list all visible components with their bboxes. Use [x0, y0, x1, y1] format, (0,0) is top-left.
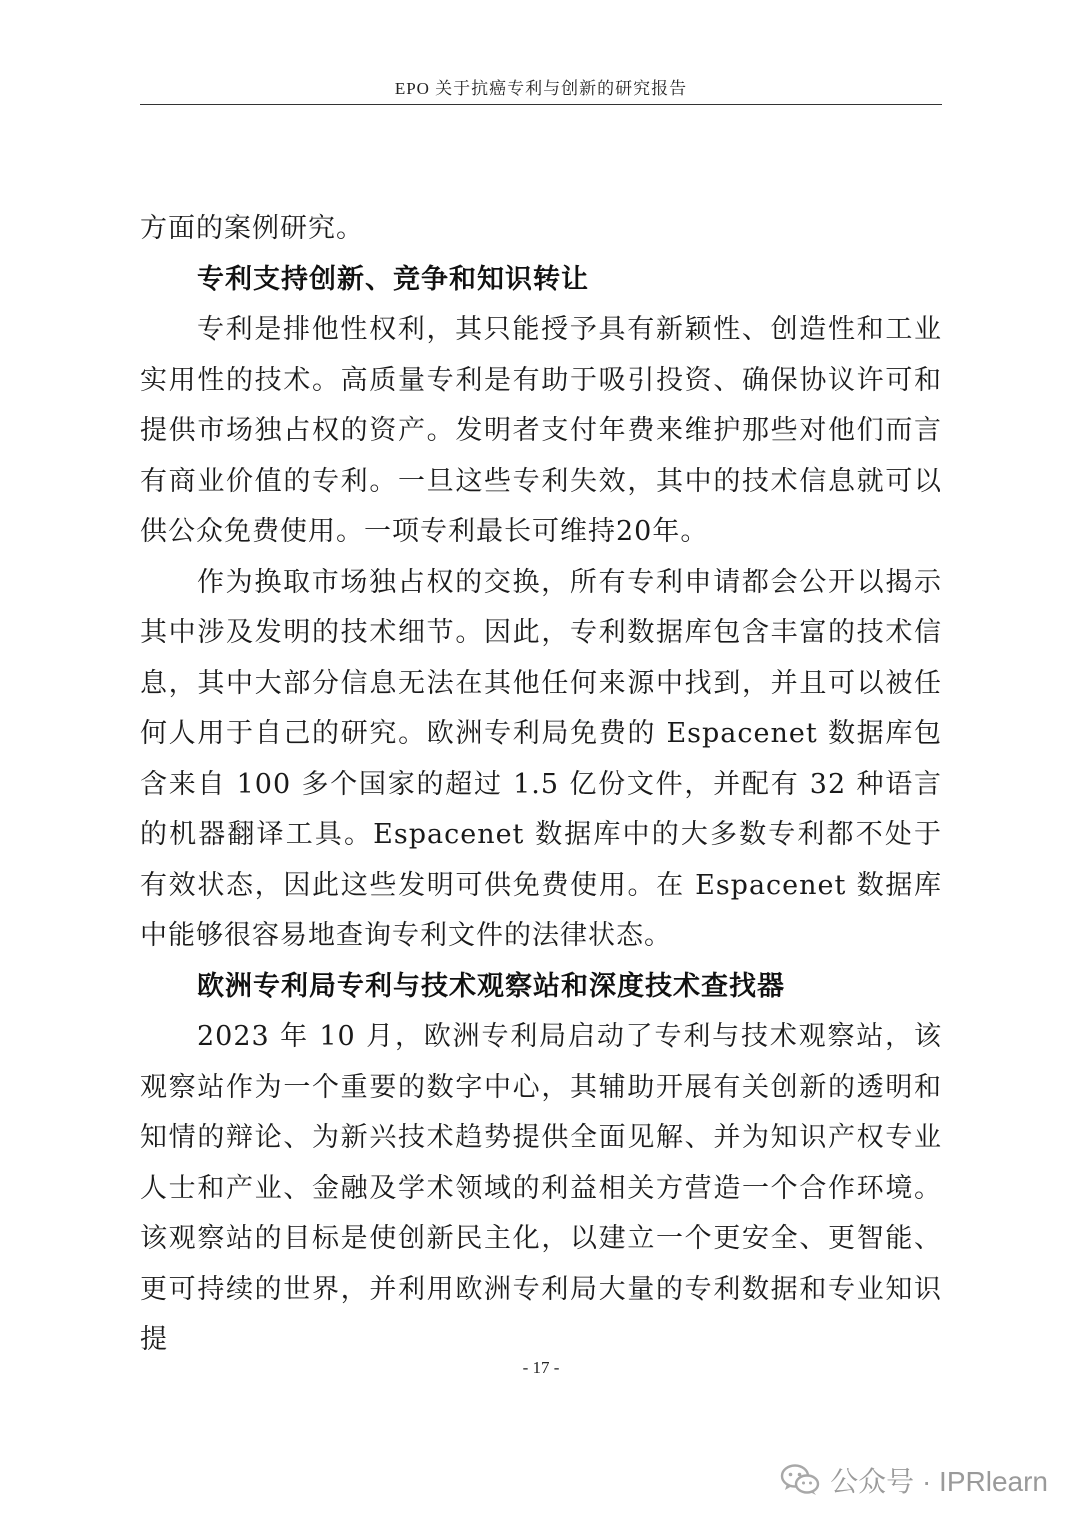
paragraph-observatory: 2023 年 10 月，欧洲专利局启动了专利与技术观察站，该观察站作为一个重要的数字中心，其辅助开展有关创新的透明和知情的辩论、为新兴技术趋势提供全面见解、并为知识产权专业人士和产业、金融及学术领域的利益相关方营造一个合作环境。该观察站的目标是使创新民主化，以建立一个更安全、更智能、更可持续的世界，并利用欧洲专利局大量的专利数据和专业知识提: [140, 1021, 942, 1355]
page-number: - 17 -: [522, 1358, 560, 1377]
header-rule: [140, 104, 942, 105]
wechat-icon: [780, 1463, 820, 1497]
paragraph-continuation: 方面的案例研究。: [140, 213, 364, 244]
wechat-watermark: [780, 1460, 1048, 1500]
section-heading-observatory: 欧洲专利局专利与技术观察站和深度技术查找器: [197, 970, 785, 1002]
section-heading-patents-support-innovation: 专利支持创新、竞争和知识转让: [197, 263, 589, 295]
paragraph-patent-rights: 专利是排他性权利，其只能授予具有新颖性、创造性和工业实用性的技术。高质量专利是有助于吸引投资、确保协议许可和提供市场独占权的资产。发明者支付年费来维护那些对他们而言有商业价值的专利。一旦这些专利失效，其中的技术信息就可以供公众免费使用。一项专利最长可维持20年。: [140, 314, 942, 547]
running-header: EPO 关于抗癌专利与创新的研究报告: [394, 79, 688, 98]
paragraph-patent-databases: 作为换取市场独占权的交换，所有专利申请都会公开以揭示其中涉及发明的技术细节。因此，专利数据库包含丰富的技术信息，其中大部分信息无法在其他任何来源中找到，并且可以被任何人用于自己的研究。欧洲专利局免费的 Espacenet 数据库包含来自 100 多个国家的超过 1.5 亿份文件，并配有 32 种语言的机器翻译工具。Espacenet 数据库中的大多数专利都不处于有效状态，因此这些发明可供免费使用。在 Espacenet 数据库中能够很容易地查询专利文件的法律状态。: [140, 566, 942, 951]
watermark-text: 公众号 · IPRlearn: [830, 1466, 1048, 1497]
document-body: [140, 204, 942, 1366]
